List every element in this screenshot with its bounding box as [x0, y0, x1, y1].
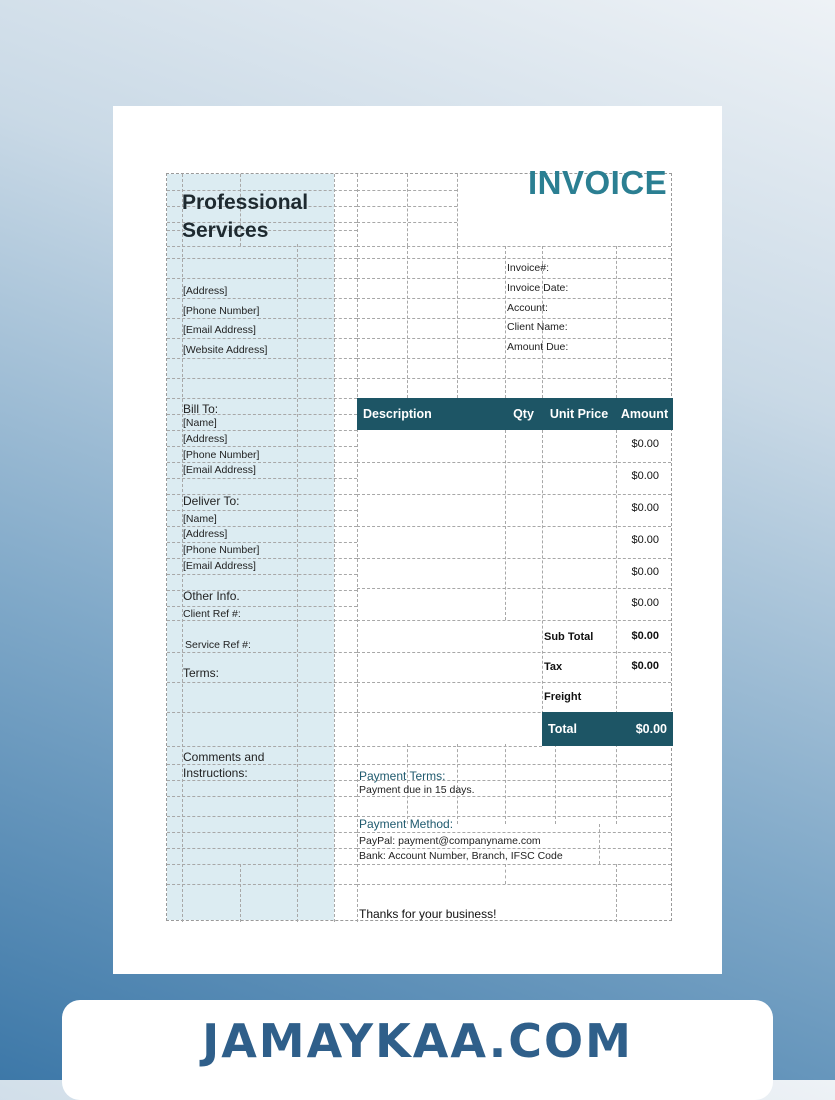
field-amount-due: Amount Due:: [507, 341, 569, 353]
grid-line: [407, 174, 408, 246]
freight-label: Freight: [544, 691, 582, 703]
grid-line: [167, 816, 357, 817]
grid-line: [357, 832, 671, 833]
invoice-title: INVOICE: [528, 164, 668, 201]
grid-line: [167, 338, 357, 339]
grid-line: [505, 246, 506, 398]
grid-line: [167, 478, 357, 479]
grid-line: [357, 884, 671, 885]
grid-line: [167, 318, 357, 319]
grid-line: [555, 744, 556, 824]
grid-line: [357, 378, 671, 379]
total-label: Total: [548, 722, 577, 736]
grid-line: [167, 446, 357, 447]
grid-line: [357, 526, 671, 527]
deliver-to-name: [Name]: [183, 513, 217, 525]
grid-line: [357, 682, 671, 683]
grid-line: [167, 682, 357, 683]
footer-brand: JAMAYKAA.COM: [202, 1014, 633, 1068]
grid-line: [616, 744, 617, 824]
bill-to-label: Bill To:: [183, 402, 219, 416]
grid-line: [167, 796, 357, 797]
subtotal-label: Sub Total: [544, 631, 594, 643]
contact-address: [Address]: [183, 285, 228, 297]
payment-bank: Bank: Account Number, Branch, IFSC Code: [359, 850, 563, 862]
company-name-line2: Services: [182, 219, 269, 242]
grid-line: [167, 780, 357, 781]
grid-line: [334, 174, 335, 922]
invoice-sheet: [166, 164, 672, 921]
grid-line: [167, 298, 357, 299]
comments-label-line2: Instructions:: [183, 766, 248, 780]
line-amount: $0.00: [631, 566, 659, 578]
grid-line: [505, 430, 506, 620]
payment-terms-label: Payment Terms:: [359, 769, 446, 783]
line-amount: $0.00: [631, 470, 659, 482]
grid-line: [167, 246, 357, 247]
total-value: $0.00: [635, 722, 667, 736]
contact-website: [Website Address]: [183, 344, 268, 356]
grid-line: [357, 864, 671, 865]
grid-line: [357, 652, 671, 653]
bill-to-email: [Email Address]: [183, 464, 256, 476]
payment-method-label: Payment Method:: [359, 817, 454, 831]
grid-line: [505, 744, 506, 824]
comments-label-line1: Comments and: [183, 750, 265, 764]
grid-line: [457, 174, 458, 246]
header-unit-price: Unit Price: [542, 398, 616, 430]
grid-line: [357, 190, 457, 191]
header-amount: Amount: [616, 398, 673, 430]
header-qty: Qty: [505, 398, 542, 430]
grid-line: [357, 338, 671, 339]
line-amount: $0.00: [631, 502, 659, 514]
grid-line: [357, 746, 542, 747]
grid-line: [357, 558, 671, 559]
tax-label: Tax: [544, 661, 563, 673]
bill-to-name: [Name]: [183, 417, 217, 429]
grid-line: [542, 430, 543, 744]
total-row: [542, 712, 673, 746]
grid-line: [167, 258, 357, 259]
contact-phone: [Phone Number]: [183, 305, 260, 317]
line-amount: $0.00: [631, 438, 659, 450]
grid-line: [357, 258, 671, 259]
grid-line: [357, 174, 358, 922]
grid-line: [357, 462, 671, 463]
bill-to-phone: [Phone Number]: [183, 449, 260, 461]
grid-line: [505, 864, 506, 884]
grid-line: [599, 824, 600, 864]
grid-line: [357, 246, 671, 247]
grid-line: [167, 848, 357, 849]
grid-line: [297, 244, 298, 922]
grid-line: [357, 278, 671, 279]
tax-value: $0.00: [631, 660, 659, 672]
grid-line: [167, 764, 357, 765]
field-account: Account:: [507, 302, 548, 314]
grid-line: [357, 494, 671, 495]
bill-to-address: [Address]: [183, 433, 228, 445]
payment-terms-text: Payment due in 15 days.: [359, 784, 475, 796]
grid-line: [167, 278, 357, 279]
header-description: Description: [357, 398, 505, 430]
service-ref-label: Service Ref #:: [185, 639, 251, 651]
grid-line: [357, 358, 671, 359]
grid-line: [167, 864, 357, 865]
deliver-to-phone: [Phone Number]: [183, 544, 260, 556]
grid-line: [357, 764, 671, 765]
grid-line: [167, 832, 357, 833]
grid-line: [457, 246, 458, 398]
deliver-to-email: [Email Address]: [183, 560, 256, 572]
thanks-message: Thanks for your business!: [359, 907, 497, 921]
field-invoice-date: Invoice Date:: [507, 282, 569, 294]
grid-line: [357, 318, 671, 319]
grid-line: [616, 246, 617, 398]
grid-line: [167, 746, 357, 747]
deliver-to-label: Deliver To:: [183, 494, 240, 508]
grid-line: [167, 430, 357, 431]
grid-line: [167, 510, 357, 511]
grid-line: [167, 884, 357, 885]
grid-line: [167, 652, 357, 653]
company-name-line1: Professional: [182, 191, 309, 214]
field-invoice-number: Invoice#:: [507, 262, 550, 274]
grid-line: [357, 222, 457, 223]
grid-line: [167, 712, 357, 713]
grid-line: [357, 620, 671, 621]
grid-line: [357, 206, 457, 207]
deliver-to-address: [Address]: [183, 528, 228, 540]
grid-line: [167, 378, 357, 379]
client-ref-label: Client Ref #:: [183, 608, 241, 620]
footer-banner: [62, 1000, 773, 1100]
grid-line: [240, 864, 241, 922]
grid-line: [407, 246, 408, 398]
payment-paypal: PayPal: payment@companyname.com: [359, 835, 541, 847]
terms-label: Terms:: [183, 666, 219, 680]
grid-line: [616, 864, 617, 922]
line-amount: $0.00: [631, 597, 659, 609]
line-amount: $0.00: [631, 534, 659, 546]
other-info-label: Other Info.: [183, 589, 240, 603]
grid-line: [167, 574, 357, 575]
grid-line: [167, 398, 357, 399]
grid-line: [167, 358, 357, 359]
contact-email: [Email Address]: [183, 324, 256, 336]
grid-line: [357, 588, 671, 589]
field-client-name: Client Name:: [507, 321, 568, 333]
subtotal-value: $0.00: [631, 630, 659, 642]
grid-line: [357, 298, 671, 299]
